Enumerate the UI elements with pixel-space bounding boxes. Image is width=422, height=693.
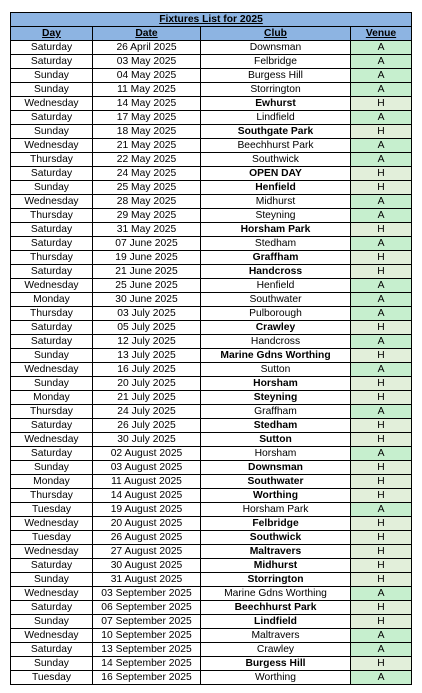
- day-cell: Thursday: [11, 209, 93, 223]
- table-row: [11, 223, 412, 237]
- date-cell: 30 July 2025: [93, 433, 201, 447]
- day-cell: Tuesday: [11, 671, 93, 685]
- date-cell: 21 June 2025: [93, 265, 201, 279]
- table-title: Fixtures List for 2025: [11, 13, 412, 27]
- date-cell: 13 September 2025: [93, 643, 201, 657]
- table-row: [11, 237, 412, 251]
- venue-cell: A: [351, 671, 412, 685]
- date-cell: 03 August 2025: [93, 461, 201, 475]
- date-cell: 29 May 2025: [93, 209, 201, 223]
- venue-cell: A: [351, 139, 412, 153]
- club-cell: Marine Gdns Worthing: [201, 587, 351, 601]
- date-cell: 11 August 2025: [93, 475, 201, 489]
- date-cell: 14 August 2025: [93, 489, 201, 503]
- day-cell: Wednesday: [11, 587, 93, 601]
- day-cell: Saturday: [11, 223, 93, 237]
- day-cell: Wednesday: [11, 363, 93, 377]
- club-cell: Southwick: [201, 153, 351, 167]
- table-row: [11, 671, 412, 685]
- table-row: [11, 363, 412, 377]
- venue-cell: H: [351, 573, 412, 587]
- table-row: [11, 153, 412, 167]
- day-cell: Sunday: [11, 349, 93, 363]
- venue-cell: H: [351, 461, 412, 475]
- club-cell: Beechhurst Park: [201, 139, 351, 153]
- venue-cell: H: [351, 433, 412, 447]
- date-cell: 24 July 2025: [93, 405, 201, 419]
- club-cell: Steyning: [201, 391, 351, 405]
- table-row: [11, 321, 412, 335]
- venue-cell: H: [351, 475, 412, 489]
- day-cell: Sunday: [11, 615, 93, 629]
- fixtures-body: [11, 41, 412, 685]
- date-cell: 26 April 2025: [93, 41, 201, 55]
- club-cell: Crawley: [201, 643, 351, 657]
- venue-cell: H: [351, 265, 412, 279]
- day-cell: Wednesday: [11, 517, 93, 531]
- venue-cell: H: [351, 125, 412, 139]
- club-cell: Downsman: [201, 461, 351, 475]
- table-row: [11, 139, 412, 153]
- date-cell: 28 May 2025: [93, 195, 201, 209]
- date-cell: 20 August 2025: [93, 517, 201, 531]
- club-cell: Horsham: [201, 447, 351, 461]
- table-row: [11, 377, 412, 391]
- club-cell: Ewhurst: [201, 97, 351, 111]
- venue-cell: H: [351, 377, 412, 391]
- table-row: [11, 279, 412, 293]
- column-header-day: Day: [11, 27, 93, 41]
- day-cell: Wednesday: [11, 629, 93, 643]
- table-row: [11, 111, 412, 125]
- date-cell: 03 September 2025: [93, 587, 201, 601]
- venue-cell: A: [351, 643, 412, 657]
- club-cell: Burgess Hill: [201, 657, 351, 671]
- venue-cell: H: [351, 601, 412, 615]
- venue-cell: A: [351, 405, 412, 419]
- table-row: [11, 601, 412, 615]
- date-cell: 02 August 2025: [93, 447, 201, 461]
- date-cell: 26 August 2025: [93, 531, 201, 545]
- venue-cell: H: [351, 545, 412, 559]
- club-cell: Worthing: [201, 671, 351, 685]
- day-cell: Wednesday: [11, 545, 93, 559]
- table-row: [11, 629, 412, 643]
- table-row: [11, 55, 412, 69]
- table-row: [11, 531, 412, 545]
- club-cell: Storrington: [201, 83, 351, 97]
- date-cell: 04 May 2025: [93, 69, 201, 83]
- date-cell: 06 September 2025: [93, 601, 201, 615]
- table-row: [11, 125, 412, 139]
- venue-cell: H: [351, 531, 412, 545]
- table-row: [11, 433, 412, 447]
- club-cell: Downsman: [201, 41, 351, 55]
- table-row: [11, 195, 412, 209]
- table-row: [11, 573, 412, 587]
- venue-cell: H: [351, 657, 412, 671]
- table-row: [11, 265, 412, 279]
- venue-cell: A: [351, 447, 412, 461]
- day-cell: Saturday: [11, 643, 93, 657]
- venue-cell: A: [351, 209, 412, 223]
- column-header-club: Club: [201, 27, 351, 41]
- table-row: [11, 83, 412, 97]
- venue-cell: A: [351, 153, 412, 167]
- day-cell: Saturday: [11, 559, 93, 573]
- day-cell: Wednesday: [11, 195, 93, 209]
- date-cell: 30 June 2025: [93, 293, 201, 307]
- date-cell: 03 July 2025: [93, 307, 201, 321]
- day-cell: Tuesday: [11, 531, 93, 545]
- date-cell: 19 June 2025: [93, 251, 201, 265]
- club-cell: Horsham: [201, 377, 351, 391]
- club-cell: Pulborough: [201, 307, 351, 321]
- club-cell: Lindfield: [201, 111, 351, 125]
- day-cell: Saturday: [11, 419, 93, 433]
- club-cell: Steyning: [201, 209, 351, 223]
- table-row: [11, 419, 412, 433]
- day-cell: Sunday: [11, 377, 93, 391]
- venue-cell: H: [351, 615, 412, 629]
- date-cell: 25 June 2025: [93, 279, 201, 293]
- date-cell: 19 August 2025: [93, 503, 201, 517]
- day-cell: Thursday: [11, 251, 93, 265]
- club-cell: Storrington: [201, 573, 351, 587]
- day-cell: Thursday: [11, 489, 93, 503]
- club-cell: Marine Gdns Worthing: [201, 349, 351, 363]
- day-cell: Wednesday: [11, 139, 93, 153]
- day-cell: Sunday: [11, 83, 93, 97]
- date-cell: 07 September 2025: [93, 615, 201, 629]
- club-cell: Southwater: [201, 475, 351, 489]
- date-cell: 14 May 2025: [93, 97, 201, 111]
- club-cell: Stedham: [201, 237, 351, 251]
- date-cell: 05 July 2025: [93, 321, 201, 335]
- table-row: [11, 615, 412, 629]
- table-row: [11, 97, 412, 111]
- venue-cell: A: [351, 279, 412, 293]
- table-row: [11, 293, 412, 307]
- date-cell: 18 May 2025: [93, 125, 201, 139]
- table-row: [11, 475, 412, 489]
- date-cell: 20 July 2025: [93, 377, 201, 391]
- venue-cell: A: [351, 69, 412, 83]
- day-cell: Sunday: [11, 461, 93, 475]
- date-cell: 27 August 2025: [93, 545, 201, 559]
- club-cell: Horsham Park: [201, 223, 351, 237]
- club-cell: Handcross: [201, 265, 351, 279]
- day-cell: Monday: [11, 475, 93, 489]
- venue-cell: H: [351, 251, 412, 265]
- venue-cell: A: [351, 629, 412, 643]
- day-cell: Saturday: [11, 41, 93, 55]
- club-cell: Maltravers: [201, 545, 351, 559]
- club-cell: Beechhurst Park: [201, 601, 351, 615]
- table-row: [11, 559, 412, 573]
- club-cell: Henfield: [201, 181, 351, 195]
- day-cell: Saturday: [11, 167, 93, 181]
- day-cell: Saturday: [11, 321, 93, 335]
- venue-cell: A: [351, 503, 412, 517]
- club-cell: Sutton: [201, 363, 351, 377]
- club-cell: Graffham: [201, 251, 351, 265]
- date-cell: 31 May 2025: [93, 223, 201, 237]
- venue-cell: A: [351, 587, 412, 601]
- table-row: [11, 41, 412, 55]
- club-cell: Graffham: [201, 405, 351, 419]
- venue-cell: A: [351, 237, 412, 251]
- club-cell: Burgess Hill: [201, 69, 351, 83]
- club-cell: Midhurst: [201, 559, 351, 573]
- venue-cell: H: [351, 489, 412, 503]
- day-cell: Wednesday: [11, 433, 93, 447]
- date-cell: 30 August 2025: [93, 559, 201, 573]
- venue-cell: A: [351, 307, 412, 321]
- day-cell: Wednesday: [11, 279, 93, 293]
- date-cell: 07 June 2025: [93, 237, 201, 251]
- column-header-date: Date: [93, 27, 201, 41]
- day-cell: Sunday: [11, 181, 93, 195]
- venue-cell: H: [351, 223, 412, 237]
- day-cell: Tuesday: [11, 503, 93, 517]
- date-cell: 11 May 2025: [93, 83, 201, 97]
- venue-cell: H: [351, 321, 412, 335]
- club-cell: Southgate Park: [201, 125, 351, 139]
- club-cell: Stedham: [201, 419, 351, 433]
- venue-cell: A: [351, 335, 412, 349]
- date-cell: 10 September 2025: [93, 629, 201, 643]
- day-cell: Sunday: [11, 573, 93, 587]
- club-cell: Maltravers: [201, 629, 351, 643]
- table-row: [11, 447, 412, 461]
- venue-cell: A: [351, 55, 412, 69]
- date-cell: 21 May 2025: [93, 139, 201, 153]
- venue-cell: A: [351, 111, 412, 125]
- venue-cell: A: [351, 41, 412, 55]
- table-row: [11, 349, 412, 363]
- day-cell: Saturday: [11, 447, 93, 461]
- club-cell: Felbridge: [201, 55, 351, 69]
- date-cell: 24 May 2025: [93, 167, 201, 181]
- date-cell: 31 August 2025: [93, 573, 201, 587]
- table-row: [11, 167, 412, 181]
- club-cell: Midhurst: [201, 195, 351, 209]
- date-cell: 17 May 2025: [93, 111, 201, 125]
- day-cell: Wednesday: [11, 97, 93, 111]
- day-cell: Monday: [11, 293, 93, 307]
- day-cell: Saturday: [11, 335, 93, 349]
- table-row: [11, 69, 412, 83]
- club-cell: Crawley: [201, 321, 351, 335]
- title-row: [11, 13, 412, 27]
- day-cell: Monday: [11, 391, 93, 405]
- venue-cell: A: [351, 363, 412, 377]
- day-cell: Saturday: [11, 237, 93, 251]
- venue-cell: H: [351, 349, 412, 363]
- table-row: [11, 307, 412, 321]
- day-cell: Saturday: [11, 111, 93, 125]
- venue-cell: A: [351, 83, 412, 97]
- day-cell: Saturday: [11, 601, 93, 615]
- table-row: [11, 545, 412, 559]
- table-row: [11, 489, 412, 503]
- date-cell: 21 July 2025: [93, 391, 201, 405]
- venue-cell: H: [351, 97, 412, 111]
- club-cell: Felbridge: [201, 517, 351, 531]
- fixtures-table: [10, 12, 412, 685]
- date-cell: 25 May 2025: [93, 181, 201, 195]
- table-row: [11, 657, 412, 671]
- date-cell: 16 July 2025: [93, 363, 201, 377]
- header-row: [11, 27, 412, 41]
- table-row: [11, 587, 412, 601]
- table-row: [11, 251, 412, 265]
- day-cell: Saturday: [11, 55, 93, 69]
- day-cell: Saturday: [11, 265, 93, 279]
- table-row: [11, 181, 412, 195]
- day-cell: Thursday: [11, 153, 93, 167]
- table-row: [11, 209, 412, 223]
- table-row: [11, 643, 412, 657]
- table-row: [11, 335, 412, 349]
- date-cell: 13 July 2025: [93, 349, 201, 363]
- table-row: [11, 405, 412, 419]
- venue-cell: H: [351, 391, 412, 405]
- club-cell: Henfield: [201, 279, 351, 293]
- table-row: [11, 517, 412, 531]
- venue-cell: H: [351, 517, 412, 531]
- venue-cell: A: [351, 293, 412, 307]
- day-cell: Sunday: [11, 657, 93, 671]
- venue-cell: H: [351, 419, 412, 433]
- date-cell: 03 May 2025: [93, 55, 201, 69]
- club-cell: Sutton: [201, 433, 351, 447]
- date-cell: 26 July 2025: [93, 419, 201, 433]
- venue-cell: H: [351, 167, 412, 181]
- venue-cell: A: [351, 195, 412, 209]
- date-cell: 12 July 2025: [93, 335, 201, 349]
- column-header-venue: Venue: [351, 27, 412, 41]
- date-cell: 16 September 2025: [93, 671, 201, 685]
- table-row: [11, 391, 412, 405]
- date-cell: 22 May 2025: [93, 153, 201, 167]
- day-cell: Thursday: [11, 405, 93, 419]
- day-cell: Thursday: [11, 307, 93, 321]
- club-cell: Lindfield: [201, 615, 351, 629]
- club-cell: Horsham Park: [201, 503, 351, 517]
- club-cell: Worthing: [201, 489, 351, 503]
- club-cell: OPEN DAY: [201, 167, 351, 181]
- day-cell: Sunday: [11, 69, 93, 83]
- club-cell: Handcross: [201, 335, 351, 349]
- club-cell: Southwater: [201, 293, 351, 307]
- date-cell: 14 September 2025: [93, 657, 201, 671]
- table-row: [11, 503, 412, 517]
- day-cell: Sunday: [11, 125, 93, 139]
- club-cell: Southwick: [201, 531, 351, 545]
- table-row: [11, 461, 412, 475]
- venue-cell: H: [351, 181, 412, 195]
- venue-cell: H: [351, 559, 412, 573]
